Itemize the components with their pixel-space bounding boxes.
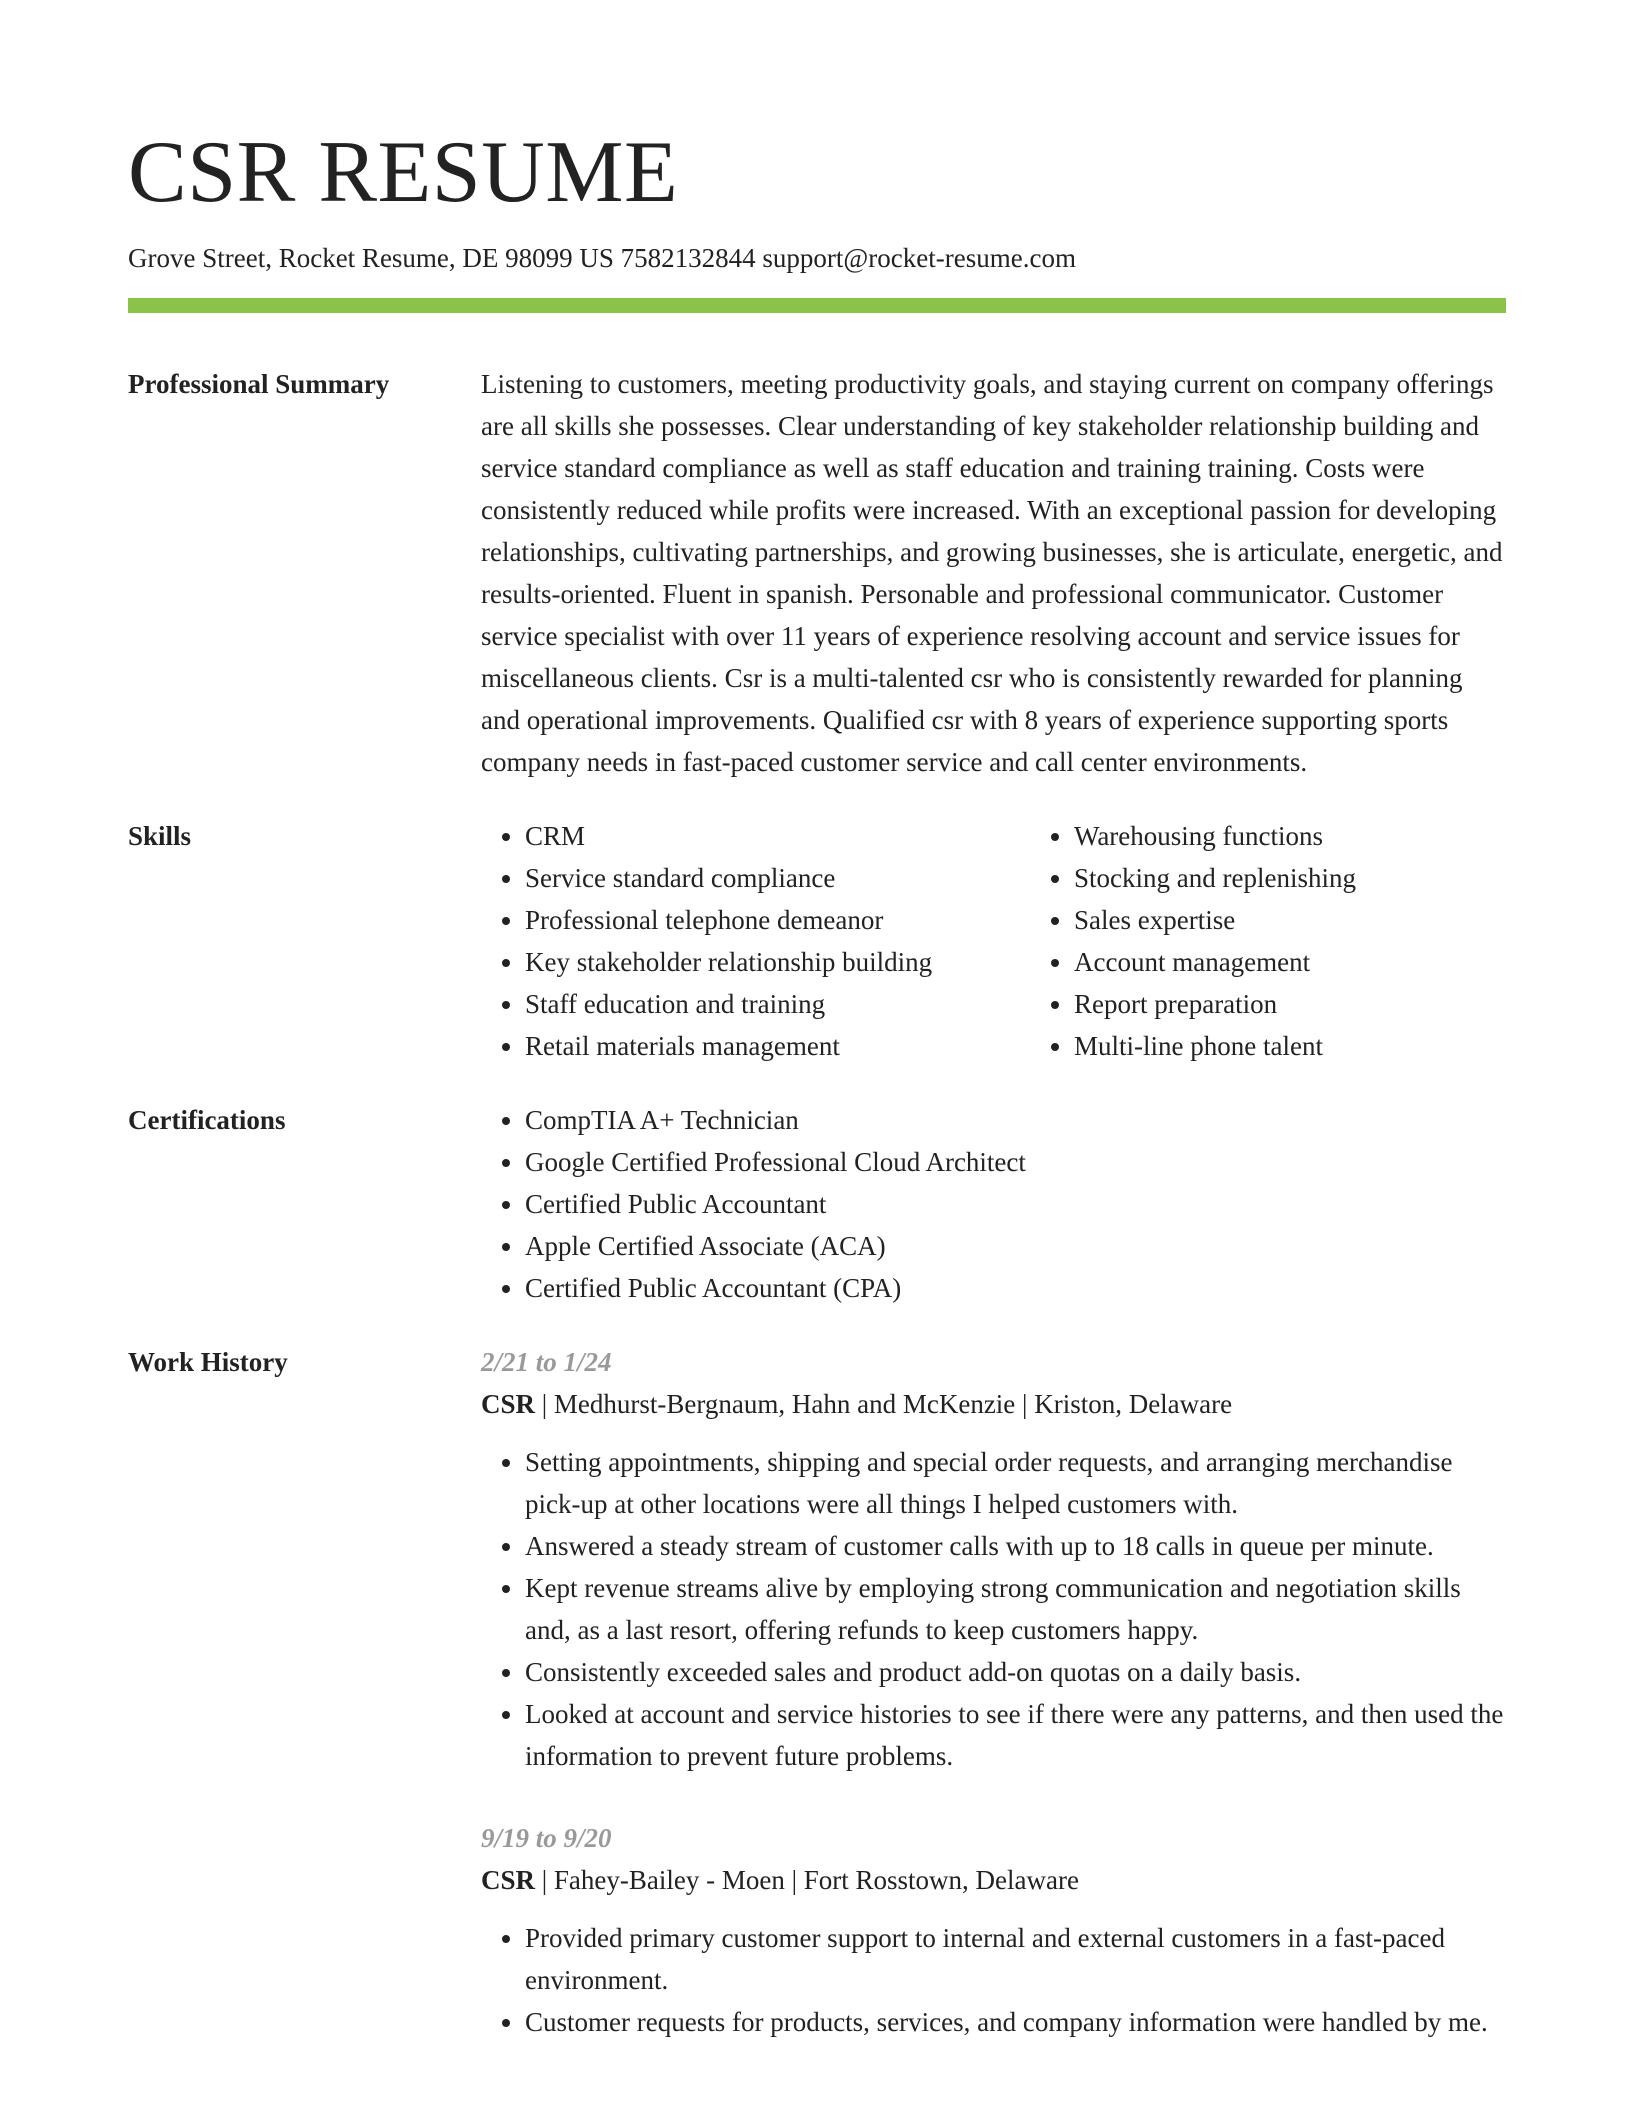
- section-title-skills: Skills: [128, 821, 192, 851]
- skill-item: • Staff education and training: [525, 983, 1030, 1025]
- job-duty-item: • Provided primary customer support to internal and external customers in a fast-paced environment.: [525, 1917, 1506, 2001]
- job-role: CSR: [481, 1865, 536, 1895]
- skill-item: • Stocking and replenishing: [1074, 857, 1579, 899]
- skills-columns: [481, 815, 1579, 1067]
- job-duty-item: • Consistently exceeded sales and product add-on quotas on a daily basis.: [525, 1651, 1506, 1693]
- job-duty-item: • Setting appointments, shipping and special order requests, and arranging merchandise pick-up at other locations were all things I helped customers with.: [525, 1441, 1506, 1525]
- accent-divider: [128, 298, 1506, 313]
- work-history-section: [128, 1341, 1506, 2083]
- job-employer-location: | Medhurst-Bergnaum, Hahn and McKenzie | Kriston, Delaware: [535, 1389, 1233, 1419]
- contact-line: Grove Street, Rocket Resume, DE 98099 US 7582132844 support@rocket-resume.com: [128, 243, 1076, 273]
- certification-item: • Apple Certified Associate (ACA): [525, 1225, 1506, 1267]
- certification-item: • Certified Public Accountant: [525, 1183, 1506, 1225]
- job-entry: [481, 1341, 1506, 1777]
- certifications-section: [128, 1099, 1506, 1309]
- section-title-work-history: Work History: [128, 1347, 288, 1377]
- certification-item: • CompTIA A+ Technician: [525, 1099, 1506, 1141]
- skill-item: • Key stakeholder relationship building: [525, 941, 1030, 983]
- summary-text: Listening to customers, meeting productivity goals, and staying current on company offerings are all skills she possesses. Clear understanding of key stakeholder relationship building and service standard compliance as well as staff education and training training. Costs were consistently reduced while profits were increased. With an exceptional passion for developing relationships, cultivating partnerships, and growing businesses, she is articulate, energetic, and results-oriented. Fluent in spanish. Personable and professional communicator. Customer service specialist with over 11 years of experience resolving account and service issues for miscellaneous clients. Csr is a multi-talented csr who is consistently rewarded for planning and operational improvements. Qualified csr with 8 years of experience supporting sports company needs in fast-paced customer service and call center environments.: [481, 369, 1503, 777]
- job-role: CSR: [481, 1389, 536, 1419]
- job-dates: 9/19 to 9/20: [481, 1823, 612, 1853]
- skill-item: • Professional telephone demeanor: [525, 899, 1030, 941]
- job-duty-item: • Looked at account and service histories to see if there were any patterns, and then used the information to prevent future problems.: [525, 1693, 1506, 1777]
- section-title-certifications: Certifications: [128, 1105, 286, 1135]
- skills-list-left: [481, 815, 1030, 1067]
- job-duty-item: • Answered a steady stream of customer calls with up to 18 calls in queue per minute.: [525, 1525, 1506, 1567]
- job-entry: [481, 1817, 1506, 2043]
- job-duties-list: [481, 1441, 1506, 1777]
- skill-item: • Multi-line phone talent: [1074, 1025, 1579, 1067]
- certification-item: • Google Certified Professional Cloud Architect: [525, 1141, 1506, 1183]
- skill-item: • Account management: [1074, 941, 1579, 983]
- job-dates: 2/21 to 1/24: [481, 1347, 612, 1377]
- section-title-summary: Professional Summary: [128, 369, 390, 399]
- skill-item: • Sales expertise: [1074, 899, 1579, 941]
- job-duty-item: • Kept revenue streams alive by employing strong communication and negotiation skills and, as a last resort, offering refunds to keep customers happy.: [525, 1567, 1506, 1651]
- skill-item: • Retail materials management: [525, 1025, 1030, 1067]
- job-employer-location: | Fahey-Bailey - Moen | Fort Rosstown, Delaware: [535, 1865, 1079, 1895]
- certifications-list: [481, 1099, 1506, 1309]
- resume-page: [128, 118, 1506, 2083]
- certification-item: • Certified Public Accountant (CPA): [525, 1267, 1506, 1309]
- skills-section: [128, 815, 1506, 1067]
- certifications-body: [481, 1099, 1506, 1309]
- job-duties-list: [481, 1917, 1506, 2043]
- resume-title: CSR RESUME: [128, 124, 679, 221]
- job-duty-item: • Customer requests for products, services, and company information were handled by me.: [525, 2001, 1506, 2043]
- work-history-body: [481, 1341, 1506, 2083]
- skills-list-right: [1030, 815, 1579, 1067]
- skill-item: • Service standard compliance: [525, 857, 1030, 899]
- skill-item: • Warehousing functions: [1074, 815, 1579, 857]
- skill-item: • Report preparation: [1074, 983, 1579, 1025]
- job-title-line: [481, 1383, 1506, 1425]
- skill-item: • CRM: [525, 815, 1030, 857]
- job-title-line: [481, 1859, 1506, 1901]
- summary-section: [128, 363, 1506, 783]
